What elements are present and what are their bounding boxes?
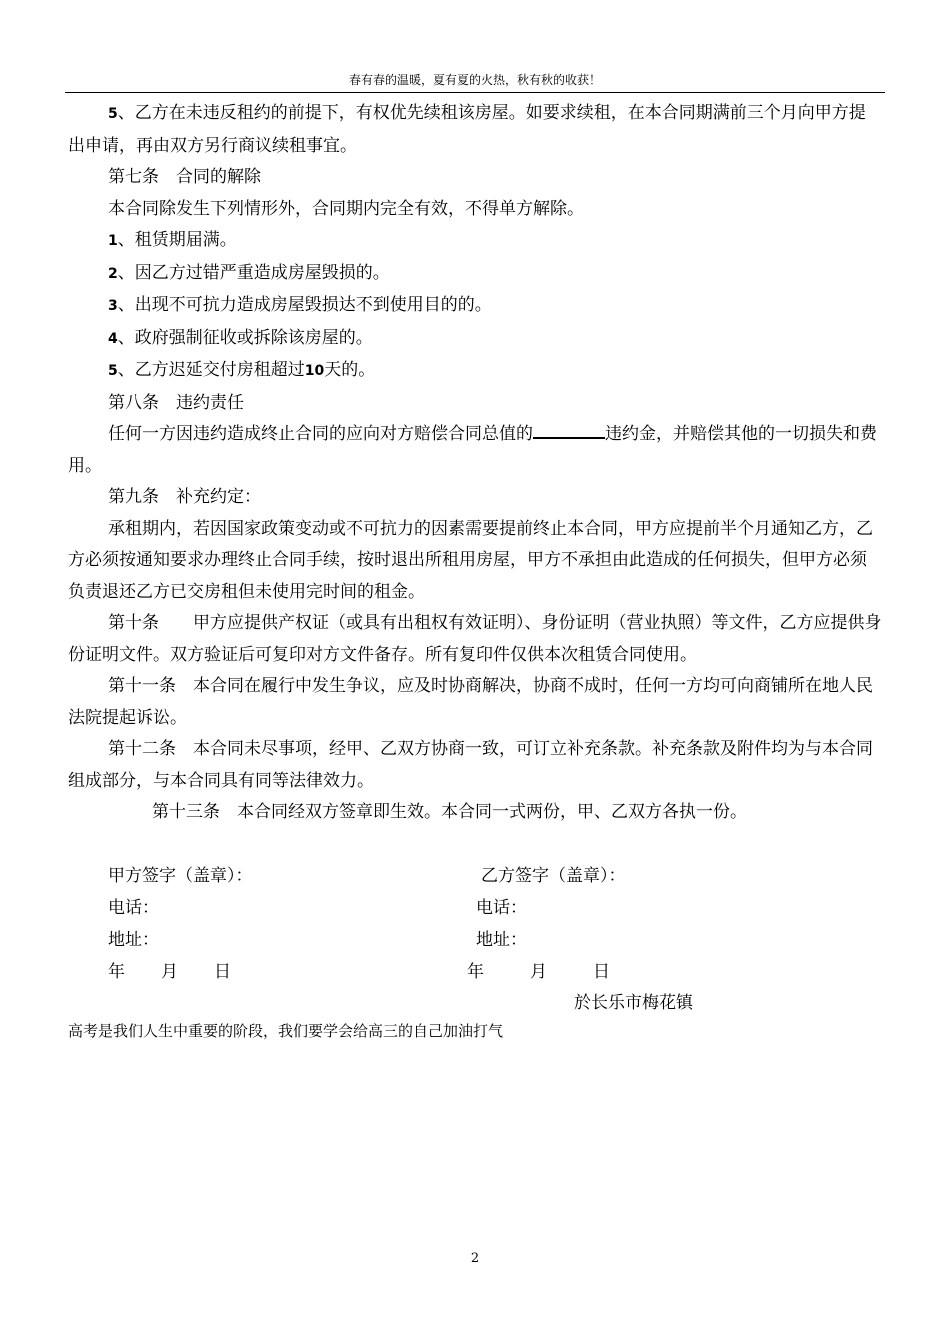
item-text: 、政府强制征收或拆除该房屋的。 <box>117 327 373 348</box>
item-text: 天的。 <box>324 360 376 380</box>
item-number: 1 <box>108 233 118 249</box>
article-7-item <box>68 323 882 356</box>
party-b-date <box>467 962 610 982</box>
day-label: 日 <box>593 962 610 982</box>
day-label: 日 <box>214 962 231 982</box>
item-number: 2 <box>108 265 118 282</box>
article-7-item <box>68 258 882 291</box>
article-8-title: 第八条 违约责任 <box>108 392 244 413</box>
item-text: 、因乙方过错严重造成房屋毁损的。 <box>117 262 390 283</box>
item-number: 5 <box>108 363 118 379</box>
article-7-item <box>68 355 882 388</box>
party-a-signature-label: 甲方签字（盖章）： <box>108 866 253 886</box>
year-label: 年 <box>467 962 484 982</box>
article-10-text: 第十条 甲方应提供产权证（或具有出租权有效证明）、身份证明（营业执照）等文件，乙方应提供身份证明文件。双方验证后可复印对方文件备存。所有复印件仅供本次租赁合同使用。 <box>68 613 882 665</box>
signing-place: 於长乐市梅花镇 <box>574 993 693 1013</box>
article-8-text-before: 任何一方因违约造成终止合同的应向对方赔偿合同总值的 <box>108 424 533 444</box>
item-text: 、乙方迟延交付房租超过 <box>117 360 305 380</box>
article-7-item <box>68 290 882 323</box>
item-text: 、出现不可抗力造成房屋毁损达不到使用目的的。 <box>117 295 492 315</box>
party-b-signature-label: 乙方签字（盖章）： <box>481 866 626 886</box>
article-13-text: 第十三条 本合同经双方签章即生效。本合同一式两份，甲、乙双方各执一份。 <box>152 802 747 822</box>
month-label: 月 <box>530 962 547 982</box>
page-number: 2 <box>470 1251 480 1266</box>
article-7-intro: 本合同除发生下列情形外，合同期内完全有效，不得单方解除。 <box>108 198 584 219</box>
article-7-title: 第七条 合同的解除 <box>108 167 261 187</box>
article-9-text: 承租期内，若因国家政策变动或不可抗力的因素需要提前终止本合同，甲方应提前半个月通知乙方，乙方必须按通知要求办理终止合同手续，按时退出所租用房屋，甲方不承担由此造成的任何损失，但甲方必须负责退还乙方已交房租但未使用完时间的租金。 <box>68 518 873 602</box>
article-8-text-after: 违约金，并赔偿其他的一切损失和费用。 <box>68 424 877 476</box>
party-b-phone-label: 电话： <box>476 898 527 918</box>
footer-note: 高考是我们人生中重要的阶段，我们要学会给高三的自己加油打气 <box>68 1022 504 1040</box>
party-a-address-label: 地址： <box>108 930 159 950</box>
item-number: 3 <box>108 298 118 314</box>
year-label: 年 <box>108 962 125 982</box>
article-11-text: 第十一条 本合同在履行中发生争议，应及时协商解决，协商不成时，任何一方均可向商铺所在地人民法院提起诉讼。 <box>68 676 873 728</box>
party-b-address-label: 地址： <box>476 930 527 950</box>
party-a-date <box>108 962 231 982</box>
party-a-phone-label: 电话： <box>108 898 159 918</box>
item-number: 4 <box>108 330 118 347</box>
clause-text: 、乙方在未违反租约的前提下，有权优先续租该房屋。如要求续租，在本合同期满前三个月向甲方提出申请，再由双方另行商议续租事宜。 <box>68 103 866 156</box>
header-rule <box>65 92 885 93</box>
item-text: 、租赁期届满。 <box>117 230 237 250</box>
article-8-text <box>68 419 882 482</box>
overdue-days: 10 <box>304 363 325 379</box>
article-12-text: 第十二条 本合同未尽事项，经甲、乙双方协商一致，可订立补充条款。补充条款及附件均为与本合同组成部分，与本合同具有同等法律效力。 <box>68 739 873 791</box>
article-7-item <box>68 225 882 258</box>
clause-number: 5 <box>108 106 118 122</box>
contract-body <box>68 98 882 829</box>
page-header-motto: 春有春的温暖，夏有夏的火热，秋有秋的收获！ <box>348 73 601 87</box>
article-9-title: 第九条 补充约定： <box>108 487 261 507</box>
penalty-blank <box>533 419 605 439</box>
clause-renewal <box>68 98 882 162</box>
month-label: 月 <box>161 962 178 982</box>
